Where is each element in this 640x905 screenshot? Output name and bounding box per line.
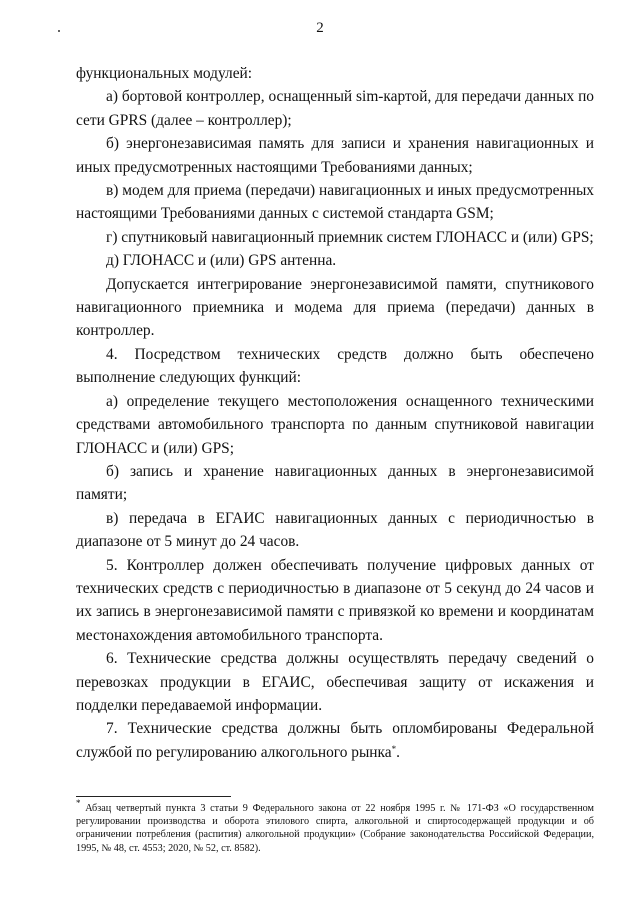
- page-number: 2: [316, 20, 324, 36]
- footnote-marker: *: [76, 798, 81, 808]
- paragraph-section-5: 5. Контроллер должен обеспечивать получение цифровых данных от технических средств с периодичностью в диапазоне от 5 секунд до 24 часов и их запись в энергонезависимой памяти с привязкой ко времени и координатам местонахождения автомобильного транспорта.: [76, 556, 594, 644]
- footnote: [76, 798, 594, 855]
- paragraph-section-7: 7. Технические средства должны быть опломбированы Федеральной службой по регулированию алкогольного рынка*.: [76, 720, 594, 761]
- paragraph-section-6: 6. Технические средства должны осуществлять передачу сведений о перевозках продукции в ЕГАИС, обеспечивая защиту от искажения и подделки передаваемой информации.: [76, 650, 594, 714]
- paragraph-function-b: б) запись и хранение навигационных данных в энергонезависимой памяти;: [76, 462, 594, 504]
- paragraph-function-c: в) передача в ЕГАИС навигационных данных с периодичностью в диапазоне от 5 минут до 24 часов.: [76, 509, 594, 551]
- paragraph-item-a: а) бортовой контроллер, оснащенный sim-картой, для передачи данных по сети GPRS (далее – контроллер);: [76, 88, 594, 129]
- paragraph-item-c: в) модем для приема (передачи) навигационных и иных предусмотренных настоящими Требованиями данных с системой стандарта GSM;: [76, 182, 594, 223]
- paragraph-modules: функциональных модулей:: [76, 65, 253, 82]
- footnote-text: Абзац четвертый пункта 3 статьи 9 Федерального закона от 22 ноября 1995 г. № 171-ФЗ «О государственном регулировании производства и оборота этилового спирта, алкогольной и спиртосодержащей продукции и об ограничении потребления (распития) алкогольной продукции» (Собрание законодательства Российской Федерации, 1995, № 48, ст. 4553; 2020, № 52, ст. 8582).: [76, 803, 594, 854]
- paragraph-function-a: а) определение текущего местоположения оснащенного техническими средствами автомобильного транспорта по данным спутниковой навигации ГЛОНАСС и (или) GPS;: [76, 392, 594, 457]
- paragraph-item-b: б) энергонезависимая память для записи и хранения навигационных и иных предусмотренных настоящими Требованиями данных;: [76, 135, 594, 176]
- footnote-divider: [76, 796, 231, 797]
- paragraph-item-e: д) ГЛОНАСС и (или) GPS антенна.: [106, 252, 337, 270]
- section-7-text: 7. Технические средства должны быть опломбированы Федеральной службой по регулированию алкогольного рынка: [76, 720, 594, 761]
- document-body: [76, 62, 594, 764]
- paragraph-integration: Допускается интегрирование энергонезависимой памяти, спутникового навигационного приемника и модема для приема (передачи) данных в контроллер.: [76, 275, 594, 340]
- footnote-reference: *: [391, 743, 397, 754]
- paragraph-item-d: г) спутниковый навигационный приемник систем ГЛОНАСС и (или) GPS;: [106, 228, 594, 246]
- paragraph-section-4: 4. Посредством технических средств должно быть обеспечено выполнение следующих функций:: [76, 345, 594, 387]
